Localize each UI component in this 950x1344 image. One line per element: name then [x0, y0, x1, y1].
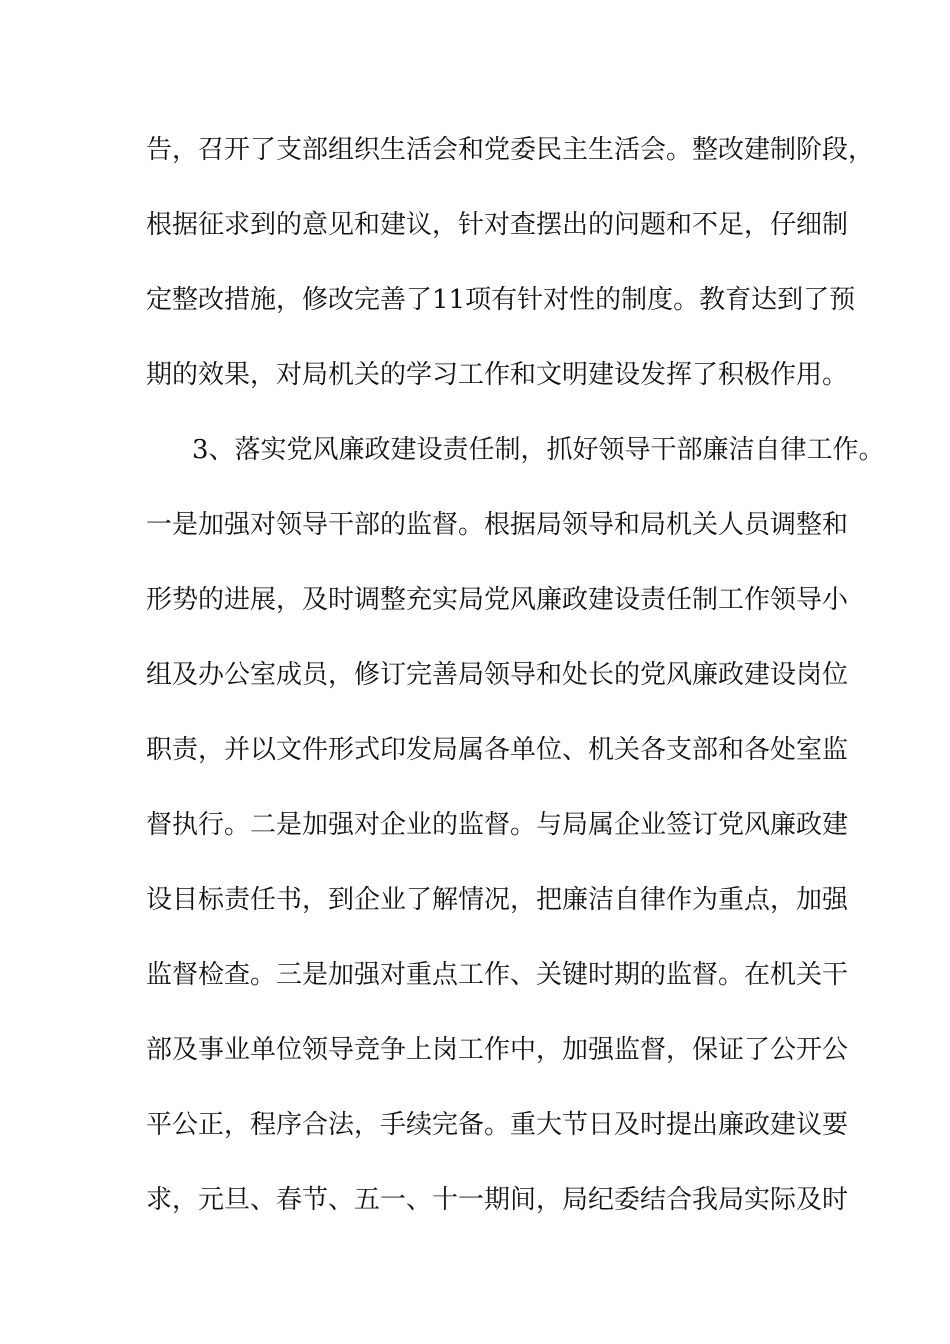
text-line: 部及事业单位领导竞争上岗工作中，加强监督，保证了公开公	[146, 1035, 849, 1065]
paragraph-start-line: 3、落实党风廉政建设责任制，抓好领导干部廉洁自律工作。	[192, 435, 885, 465]
text-line: 求，元旦、春节、五一、十一期间，局纪委结合我局实际及时	[146, 1185, 849, 1215]
text-line: 期的效果，对局机关的学习工作和文明建设发挥了积极作用。	[146, 360, 849, 390]
text-line: 告，召开了支部组织生活会和党委民主生活会。整改建制阶段，	[146, 135, 875, 165]
text-line: 形势的进展，及时调整充实局党风廉政建设责任制工作领导小	[146, 585, 849, 615]
text-line: 设目标责任书，到企业了解情况，把廉洁自律作为重点，加强	[146, 885, 849, 915]
text-line: 定整改措施，修改完善了11项有针对性的制度。教育达到了预	[146, 285, 856, 315]
text-line: 根据征求到的意见和建议，针对查摆出的问题和不足，仔细制	[146, 210, 849, 240]
text-line: 职责，并以文件形式印发局属各单位、机关各支部和各处室监	[146, 735, 849, 765]
text-line: 一是加强对领导干部的监督。根据局领导和局机关人员调整和	[146, 510, 849, 540]
text-line: 监督检查。三是加强对重点工作、关键时期的监督。在机关干	[146, 960, 849, 990]
text-line: 督执行。二是加强对企业的监督。与局属企业签订党风廉政建	[146, 810, 849, 840]
text-line: 组及办公室成员，修订完善局领导和处长的党风廉政建设岗位	[146, 660, 849, 690]
text-line: 平公正，程序合法，手续完备。重大节日及时提出廉政建议要	[146, 1110, 849, 1140]
